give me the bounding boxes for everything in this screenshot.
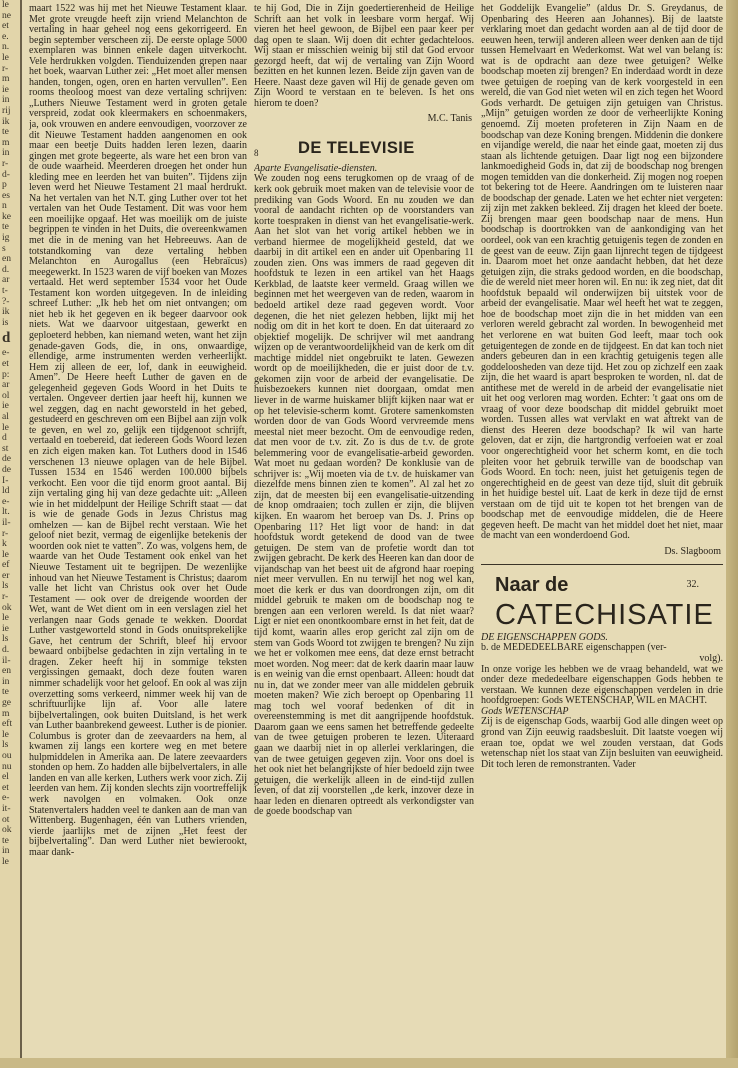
gutter-fragment: ar <box>2 379 10 391</box>
gutter-fragment: ot <box>2 813 10 825</box>
gutter-fragment: it- <box>2 802 11 814</box>
gutter-fragment: ol <box>2 389 10 401</box>
section-number: 8 <box>254 148 259 159</box>
page-bottom-edge <box>0 1058 738 1068</box>
gutter-fragment: I- <box>2 474 9 486</box>
gutter-fragment: ie <box>2 622 9 634</box>
catechism-lesson-text <box>481 633 723 770</box>
gutter-fragment: le <box>2 51 9 63</box>
gutter-fragment: en <box>2 253 12 265</box>
column-luther-bible <box>29 4 247 1032</box>
television-article-text: We zouden nog eens terugkomen op de vraag of de kerk ook gebruik moet maken van de televisie voor de prediking van Gods Woord. En nu zouden we dan vooral de aandacht richten op de voorstanders van korte toespraken in dienst van het evangelisatie-werk. Aan het slot van het vorig artikel hebben we in verband hiermee de mogelijkheid gesteld, dat we daarbij in dit artikel een en ander uit Openbaring 11 zouden zien. Ons was immers de raad gegeven dit hoofdstuk te lezen in een artikel van het Haags Kerkblad, de laatste keer vermeld. Graag willen we beginnen met het weergeven van de reden, waarom in bedoeld artikel deze raad gegeven wordt. Voor degenen, die het niet gelezen hebben, lijkt mij het nodig om dit in het kort te doen. En dat uiteraard zo objektief mogelijk. De schrijver wil met aandrang wijzen op de verantwoordelijkheid van de kerk om dit machtige middel niet ongebruikt te laten. Gewezen wordt op de moeilijkheden, die er juist door de t.v. gekomen zijn voor de arbeid der evangelisatie. De huisbezoekers kunnen niet doorgaan, omdat men liever in de warme huiskamer blijft kijken naar wat er op het televisie-scherm komt. Grotere samenkomsten worden door de van Gods Woord vervreemde mens meestal niet meer bezocht. Om de eenvoudige reden, dat men voor de t.v. zit. Zo is dus de t.v. de grote belemmering voor de evangelisatie-arbeid geworden. Wat moet nu gedaan worden? De konklusie van de schrijver is: „Wij moeten via de t.v. de huiskamer van diezelfde mens binnen zien te komen”. Al zal het zo zijn, dat de meesten bij een evangelisatie-uitzending de knop omdraaien; toch zullen er zijn, die blijven kijken. En waarom het beroep van Ds. J. Prins op Openbaring 11? Het ligt voor de hand: in dat hoofdstuk wordt getekend de dood van de twee getuigen. De stem van de profetie wordt dan tot zwijgen gebracht. De kerk des Heeren kan dan door de vijandschap van het beest uit de afgrond haar roeping niet meer vervullen. En nu terwijl het nog wel kan, moet die kerk er dus van doordrongen zijn, om dit middel gebruik te maken om de boodschap nog te brengen aan een verloren wereld. Is dat niet waar? Ligt er niet een onontkoombare ernst in het feit, dat de tijd komt, waarin alles erop gericht zal zijn om de stem van Gods Woord tot zwijgen te brengen? Nu zijn we het er volkomen mee eens, dat deze ernst betracht moet worden. Nog meer: dat de kerk daarin maar lauw is en weinig van die ernst openbaart. Alleen: houdt dat nu in, dat we zonder meer van alle middelen gebruik moeten maken? Wie zich beroept op Openbaring 11 mag toch wel vooraf bedenken of dit in overeenstemming is met dit aangrijpende hoofdstuk. Daarom gaan we eens samen het betreffende gedeelte van de twee getuigen proberen te lezen. Uiteraard gaan we daarbij niet in op allerlei verklaringen, die van de twee getuigen gegeven zijn. Voor ons doel is het ook niet het belangrijkste of hier bedoeld zijn twee getuigen, die werkelijk alleen in de eind-tijd zullen leven, of dat zij voorstellen „de kerk, inzover deze in haar leden en dienaren optreedt als verkondigster van de goede boodschap van <box>254 173 474 818</box>
section-divider <box>481 564 723 565</box>
gutter-fragment: r- <box>2 527 9 539</box>
column-television <box>254 4 474 1032</box>
gutter-fragment: ?- <box>2 295 10 307</box>
author-signature-slagboom: Ds. Slagboom <box>664 545 721 557</box>
catechism-title: CATECHISATIE <box>495 598 714 631</box>
gutter-fragment: r- <box>2 157 9 169</box>
column-continuation-catechism <box>481 4 723 1054</box>
gutter-fragment: e- <box>2 347 10 359</box>
gutter-fragment: le <box>2 548 9 560</box>
gutter-fragment: ar <box>2 274 10 286</box>
gutter-fragment: p: <box>2 368 10 380</box>
gutter-fragment: le <box>2 612 9 624</box>
previous-page-gutter <box>0 0 22 1068</box>
gutter-fragment: ok <box>2 601 12 613</box>
gutter-fragment: d <box>2 330 11 347</box>
gutter-fragment: ke <box>2 210 12 222</box>
section-title: DE TELEVISIE <box>298 139 415 158</box>
gutter-fragment: ie <box>2 83 9 95</box>
gutter-fragment: et <box>2 781 9 793</box>
gutter-fragment: n <box>2 200 7 212</box>
gutter-fragment: lt. <box>2 506 10 518</box>
luther-article-text: maart 1522 was hij met het Nieuwe Testament klaar. Met grote vreugde heeft zijn vriend Melanchton de vertaling in haar geheel nog eens gekorrigeerd. En begin september verscheen zij. De eerste oplage 5000 exemplaren was binnen enkele dagen uitverkocht. Vele herdrukken volgden. Tienduizenden grepen naar het boek, waarvan Luther zei: „Het moet aller mensen handen, tongen, ogen, oren en harten vervullen”. Een rooms theoloog moest van deze vertaling schrijven: „Luthers Nieuwe Testament werd in groten getale verspreid, zodat ook kleermakers en schoenmakers, ja, ook vrouwen en andere eenvoudigen, voorzover ze dit Nieuwe Testament hadden aangenomen en ook maar een beetje Duits hadden leren lezen, daarin gingen met grote begeerte, als ware het een bron van de oude waarheid. Meerderen droegen het onder hun kleding mee en leerden het van buiten”. Tijdens zijn leven werd het Nieuwe Testament 21 maal herdrukt. Na het vertalen van het N.T. ging Luther over tot het vertalen van het Oude Testament. Dit was voor hem een moeilijke opgaaf. Het was moeilijk om de juiste begrippen te vinden in het Duits, die overeenkwamen met die in de mening van het Hebreeuws. Aan de totstandkoming van deze vertaling hebben Melanchton en Aurogallus (een Hebraïcus) meegewerkt. In 1523 waren de vijf boeken van Mozes vertaald. Het werd september 1534 voor het Oude Testament kon worden uitgegeven. In de inleiding schreef Luther: „Ik heb het om niet ontvangen; om niet heb ik het gegeven en ik begeer daarvoor ook niets. Wat we daarvoor uitgestaan, gewerkt en geploeterd hebben, kan niemand weten, want het zijn genade-gaven Gods, die, in ons, onwaardige, ellendige, arme instrumenten werden verheerlijkt. Hem zij alleen de eer, lof, dank in eeuwigheid. Amen”. De Heere heeft Luther de gaven en de gelegenheid gegeven Gods Woord in het Duits te vertalen. Ongeveer dertien jaar heeft hij, kunnen we wel zeggen, dag en nacht geworsteld in het gebed, gestudeerd en geschreven om een Bijbel aan zijn volk te geven, en wel zo, gelijk een tijdgenoot schrijft, vertaald en toebereid, dat iedereen Gods Woord lezen en zich eigen maken kan. Tot Luthers dood in 1546 verschenen 13 nieuwe oplagen van de hele Bijbel. Tussen 1534 en 1546 werden 100.000 bijbels verkocht. Een voor die tijd enorm groot aantal. Bij zijn vertaling ging hij van deze gedachte uit: „Alleen wie in het middelpunt der Heilige Schrift staat — dat is wie de genade Gods in Jezus Christus mag omhelzen — kan de Bijbel recht verstaan. Wie het geloof niet bezit, vermag de eigenlijke betekenis der woorden ook niet te vatten”. Zo was, volgens hem, de waarde van het Oude Testament ook enkel van het Nieuwe Testament uit te begrijpen. De wezenlijke inhoud van het Nieuwe Testament is Christus; daarom valle het licht van Christus ook over het Oude Testament — ook over de dreigende woorden der Wet, want de Wet dient om in een verslagen ziel het verlangen naar Gods genade te wekken. Doordat Luther vastgeworteld stond in Gods onuitsprekelijke Gave, het centrum der Schrift, bleef hij ervoor bewaard onbijbelse gedachten in zijn vertaling in te dragen. Zeker heeft hij in sommige teksten vergissingen gemaakt, doch deze fouten waren nimmer schadelijk voor het geloof. En ook al was zijn overzetting soms verkeerd, nimmer week hij van de schriftuurlijke lijn af. Voor alle latere bijbelvertalingen, ook buiten Duitsland, is het werk van Luther baanbrekend geweest. Luther is de pionier. Columbus is groter dan de zeevaarders na hem, al kwamen zij langs een kortere weg en met betere hulpmiddelen in Amerika aan. De latere zeevaarders stonden op hem. Zo hadden alle bijbelvertalers, in alle landen en van alle kerken, Luthers werk voor zich. Zij leerden van hem. Zij konden slechts zijn voortreffelijk werk navolgen en volmaken. Ook onze Statenvertalers hadden veel te danken aan de man van Wittenberg. Bugenhagen, één van Luthers vrienden, vierde jaarlijks met de zijnen „Het feest der bijbelvertaling”. Dan werd Luther niet bewierookt, maar dank- <box>29 4 247 858</box>
catechism-line: In onze vorige les hebben we de vraag behandeld, wat we onder deze mededeelbare eigenschappen Gods hebben te verstaan. We kunnen deze eigenschappen verdelen in drie hoofdgroepen: Gods WETENSCHAP, WIL en MACHT. <box>481 663 723 707</box>
gutter-fragment: il- <box>2 654 11 666</box>
catechism-line: Zij is de eigenschap Gods, waarbij God alle dingen weet op grond van Zijn eeuwig raadsbesluit. Dit laatste voegen wij eraan toe, opdat we wel zouden verstaan, dat Gods wetenschap niet los staat van Zijn besluiten van eeuwigheid. Dit toch leren de remonstranten. Vader <box>481 716 723 770</box>
gutter-fragment: d. <box>2 263 10 275</box>
gutter-fragment: le <box>2 421 9 433</box>
gutter-fragment: st <box>2 442 9 454</box>
catechism-line: Gods WETENSCHAP <box>481 705 569 717</box>
gutter-fragment: te <box>2 686 9 698</box>
television-heading <box>254 139 474 161</box>
gutter-fragment: in <box>2 675 10 687</box>
gutter-fragment: d <box>2 432 7 444</box>
gutter-fragment: te <box>2 126 9 138</box>
gutter-fragment: m <box>2 707 10 719</box>
gutter-fragment: s <box>2 242 6 254</box>
catechism-prefix: Naar de <box>495 573 569 596</box>
gutter-fragment: m <box>2 73 10 85</box>
television-article-continuation: het Goddelijk Evangelie” (aldus Dr. S. Greydanus, de Openbaring des Heeren aan Johannes). Bij de laatste verklaring moet dan gedacht worden aan al de tijd door de eeuwen heen, terwijl anderen alleen weer denken aan de tijd tussen Hemelvaart en Wederkomst. Wat wel van belang is: wat is de opdracht aan deze twee getuigen? Welke boodschap moeten zij brengen? En inderdaad wordt in deze twee getuigen de roeping van de kerk voorgesteld in een wereld, die van God niet weten wil en zich tegen het Woord Gods verhardt. De getuigen zijn getuigen van Christus. „Mijn” getuigen worden ze door de verheerlijkte Koning genoemd. Zij moeten profeteren in Zijn Naam en de boodschap van deze Koning brengen. Middenin die donkere en vijandige wereld, die naar het einde gaat, moeten zij dus staan als lichtende getuigen. Daar ligt nog een bijzondere lankmoedigheid Gods in, dat zij de boodschap nog brengen mogen temidden van die donkerheid. Zij mogen nog roepen tot bekering tot de Heere. Aandringen om te luisteren naar de boodschap der genade. Laten we het echter niet vergeten: zij zijn met zakken bekleed. Zij dragen het kleed der boete. Zij brengen maar geen boodschap naar de mens. Hun boodschap is doortrokken van de aankondiging van het oordeel, ook van een krachtig getuigenis tegen de zonden en de geest van de eeuw. Zijn gaan lijnrecht tegen de tijdgeest in. Daarom moet het onze aandacht hebben, dat het deze getuigen zijn, die straks gedood worden, en die boodschap, die de wereld niet meer horen wil. En nu: ik zeg niet, dat dit hoofdstuk bepaald wil onderwijzen bij uitstek voor de arbeid der evangelisatie. Maar wel heeft het wat te zeggen, hoe de boodschap moet zijn die in het midden van een verloren wereld gebracht zal worden. In bewogenheid met het verlorene en wat buiten God leeft, maar toch ook getuigentegen de zonde en de tijdgeest. En dat kan toch niet anders gebeuren dan in een krachtig getuigenis tegen alle goddeloosheden van deze tijd. Het zou op zichzelf een zaak zijn, die het waard is apart besproken te worden, nl. dat de antithese met de wereld in de arbeid der evangelisatie niet uit het oog verloren mag worden. Echter: 't gaat ons om de vraag of voor deze boodschap dit middel gebruikt moet worden. Tussen alles wat vervlakt en wat aftrekt van de dienst des Heeren deze boodschap? Ik wil van harte geloven, dat er zijn, die hartgrondig verfoeien wat er zoal voor ongerechtigheid voor het scherm komt, en die toch pleiten voor het gebruik terwille van de boodschap van Gods Woord. En toch: neen, juist het getuigenis tegen de ongerechtigheid en de geest van deze tijd, sluit dit gebruik in het huidige bestel uit. Laat de kerk in deze tijd de ernst verstaan om de tijd uit te kopen tot het brengen van de boodschap met de eenvoudige middelen, die de Heere gegeven heeft. De macht van het middel doet het niet, maar de macht van een wonderdoend God. <box>481 4 723 542</box>
gutter-fragment: et <box>2 20 9 32</box>
gutter-fragment: ik <box>2 306 10 318</box>
luther-article-ending: te hij God, Die in Zijn goedertierenheid de Heilige Schrift aan het volk in leesbare vorm hergaf. Wij vieren het heel gewoon, de Bijbel een paar keer per dag open te slaan. Wij doen dit echter gedachteloos. Wij staan er misschien weinig bij stil dat God ervoor gezorgd heeft, dat wij de vertaling van Zijn Woord bezitten en het kunnen lezen. Beide zijn gaven van de Heere. Naast deze gaven wil Hij de genade geven om Zijn Woord te verstaan en te beleven. Is het ons hierom te doen? <box>254 4 474 109</box>
gutter-fragment: is <box>2 316 9 328</box>
gutter-fragment: le <box>2 728 9 740</box>
gutter-fragment: de <box>2 453 12 465</box>
gutter-fragment: p <box>2 179 7 191</box>
gutter-fragment: te <box>2 834 9 846</box>
gutter-fragment: ld <box>2 485 10 497</box>
gutter-fragment: k <box>2 538 7 550</box>
gutter-fragment: r- <box>2 591 9 603</box>
gutter-fragment: ls <box>2 739 9 751</box>
author-signature-tanis: M.C. Tanis <box>427 113 472 125</box>
page-right-edge <box>726 0 738 1068</box>
gutter-fragment: er <box>2 569 10 581</box>
catechism-heading <box>481 573 723 633</box>
catechism-line: b. de MEDEDEELBARE eigenschappen (ver- <box>481 642 667 654</box>
gutter-fragment: il- <box>2 516 11 528</box>
gutter-fragment: ok <box>2 824 12 836</box>
gutter-fragment: ls <box>2 580 9 592</box>
gutter-fragment: e- <box>2 495 10 507</box>
gutter-fragment: in <box>2 147 10 159</box>
gutter-fragment: es <box>2 189 10 201</box>
gutter-fragment: e- <box>2 792 10 804</box>
section-subtitle: Aparte Evangelisatie-diensten. <box>254 163 378 175</box>
gutter-fragment: eft <box>2 718 13 730</box>
gutter-fragment: le <box>2 855 9 867</box>
gutter-fragment: en <box>2 665 12 677</box>
gutter-fragment: de <box>2 463 12 475</box>
gutter-fragment: in <box>2 845 10 857</box>
catechism-number: 32. <box>686 578 699 590</box>
gutter-fragment: ie <box>2 400 9 412</box>
gutter-fragment: ge <box>2 697 12 708</box>
gutter-fragment: ne <box>2 9 12 21</box>
gutter-fragment: in <box>2 94 10 106</box>
gutter-fragment: el <box>2 771 9 783</box>
gutter-fragment: rij <box>2 104 11 116</box>
gutter-fragment: et <box>2 358 9 369</box>
gutter-fragment: ls <box>2 633 9 645</box>
gutter-fragment: r- <box>2 62 9 74</box>
gutter-fragment: ou <box>2 749 12 761</box>
catechism-line: DE EIGENSCHAPPEN GODS. <box>481 631 608 643</box>
gutter-fragment: nu <box>2 760 12 772</box>
gutter-fragment: ik <box>2 115 10 127</box>
gutter-fragment: e. <box>2 30 9 42</box>
gutter-fragment: n. <box>2 41 10 53</box>
catechism-line: volg). <box>699 653 723 665</box>
gutter-fragment: le <box>2 0 9 10</box>
gutter-fragment: te <box>2 221 9 233</box>
gutter-fragment: ig <box>2 232 10 244</box>
gutter-fragment: m <box>2 136 10 148</box>
gutter-fragment: t- <box>2 285 8 297</box>
gutter-fragment: ef <box>2 559 10 571</box>
gutter-fragment: al <box>2 410 9 422</box>
gutter-fragment: d. <box>2 644 10 656</box>
gutter-fragment: d- <box>2 168 10 180</box>
